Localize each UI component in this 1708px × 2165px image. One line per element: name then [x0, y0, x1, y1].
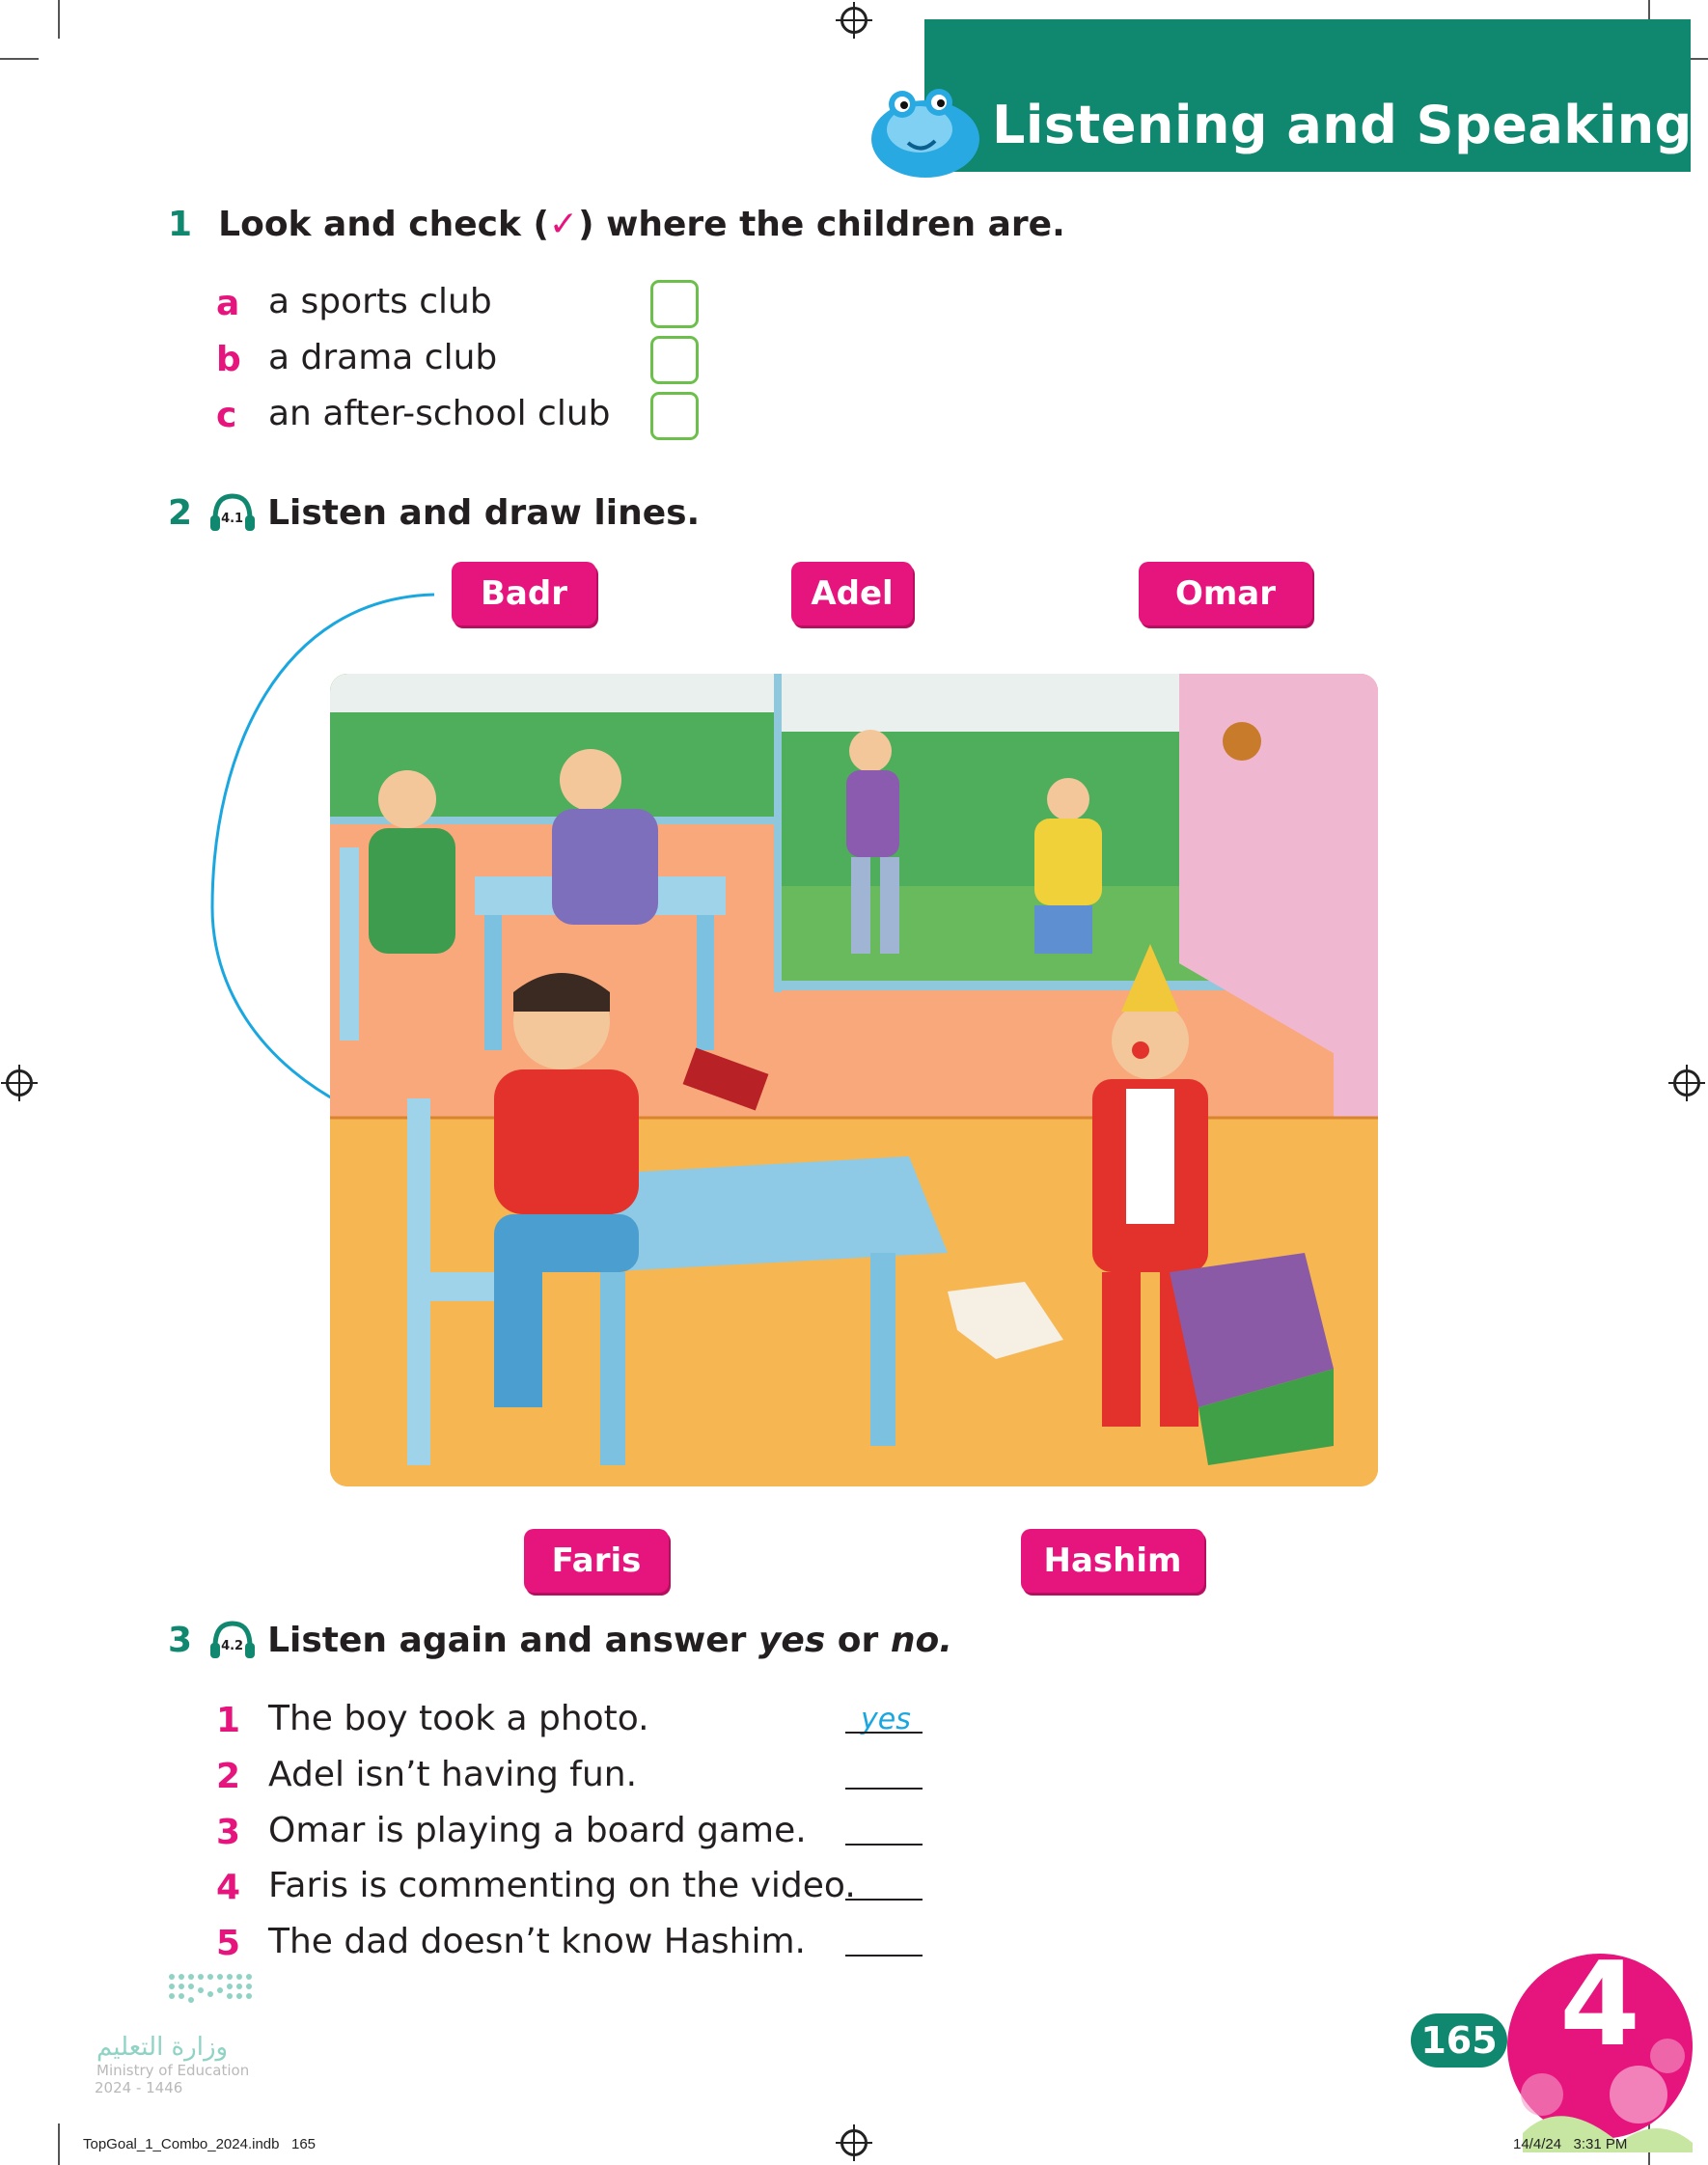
answer-blank[interactable] [845, 1788, 923, 1790]
checkbox-after-school-club[interactable] [650, 392, 699, 440]
scene-illustration [330, 674, 1378, 1486]
question-text: Faris is commenting on the video. [268, 1866, 856, 1905]
ministry-year: 2024 - 1446 [95, 2079, 183, 2096]
instruction-no: no. [890, 1620, 952, 1660]
instruction-part: Look and check ( [218, 205, 549, 244]
checkbox-drama-club[interactable] [650, 336, 699, 384]
name-tag-omar[interactable]: Omar [1139, 562, 1312, 625]
exercise-instruction: Listen and draw lines. [267, 492, 701, 533]
question-number: 3 [216, 1813, 241, 1852]
question-number: 4 [216, 1868, 241, 1907]
unit-number: 4 [1559, 1938, 1640, 2072]
exercise-instruction [218, 205, 1065, 244]
crop-mark [0, 58, 39, 60]
exercise-instruction [267, 1621, 952, 1660]
page-title: Listening and Speaking [992, 95, 1693, 155]
name-tag-faris[interactable]: Faris [524, 1529, 669, 1593]
footer-file: TopGoal_1_Combo_2024.indb 165 [83, 2136, 317, 2152]
answer-blank[interactable] [845, 1955, 923, 1957]
name-tag-badr[interactable]: Badr [452, 562, 596, 625]
crop-mark [58, 2123, 60, 2165]
instruction-yes: yes [758, 1620, 826, 1660]
ministry-emblem-icon [95, 1969, 259, 2017]
checkbox-sports-club[interactable] [650, 280, 699, 328]
option-letter: c [216, 396, 237, 435]
crop-mark [58, 0, 60, 39]
answer-text: yes [861, 1703, 911, 1736]
question-number: 1 [216, 1701, 241, 1740]
track-number: 4.1 [221, 512, 244, 526]
instruction-part: Listen again and answer [267, 1620, 758, 1660]
headphones-icon[interactable] [207, 490, 262, 535]
instruction-part: or [825, 1620, 891, 1660]
mascot-icon [864, 83, 987, 183]
question-number: 2 [216, 1757, 241, 1796]
headphones-icon[interactable] [207, 1618, 262, 1662]
exercise-number: 2 [168, 492, 193, 533]
option-text: a sports club [268, 282, 492, 321]
exercise-number: 1 [168, 205, 193, 244]
option-text: an after-school club [268, 394, 611, 433]
answer-blank[interactable] [845, 1899, 923, 1901]
question-text: Omar is playing a board game. [268, 1811, 807, 1850]
question-number: 5 [216, 1924, 241, 1963]
ministry-logo [95, 1969, 259, 2104]
answer-blank[interactable] [845, 1732, 923, 1734]
ministry-arabic: وزارة التعليم [96, 2033, 229, 2062]
question-text: The dad doesn’t know Hashim. [268, 1922, 806, 1961]
ministry-english: Ministry of Education [96, 2062, 250, 2079]
track-number: 4.2 [221, 1639, 244, 1653]
answer-blank[interactable] [845, 1844, 923, 1846]
exercise-1-heading [168, 205, 1065, 244]
footer-date: 14/4/24 3:31 PM [1513, 2136, 1628, 2152]
registration-mark-icon [6, 1069, 33, 1096]
question-text: The boy took a photo. [268, 1699, 649, 1738]
checkmark-icon: ✓ [548, 205, 579, 244]
page-number: 165 [1411, 2013, 1507, 2068]
name-tag-hashim[interactable]: Hashim [1021, 1529, 1204, 1593]
exercise-2-heading [168, 490, 700, 535]
option-letter: b [216, 340, 241, 379]
registration-mark-icon [840, 2129, 868, 2156]
name-tag-adel[interactable]: Adel [791, 562, 913, 625]
instruction-part: ) where the children are. [578, 205, 1065, 244]
registration-mark-icon [840, 7, 868, 34]
exercise-number: 3 [168, 1620, 193, 1660]
exercise-3-heading [168, 1618, 952, 1662]
option-text: a drama club [268, 338, 498, 377]
registration-mark-icon [1673, 1069, 1700, 1096]
question-text: Adel isn’t having fun. [268, 1755, 638, 1794]
option-letter: a [216, 284, 240, 323]
